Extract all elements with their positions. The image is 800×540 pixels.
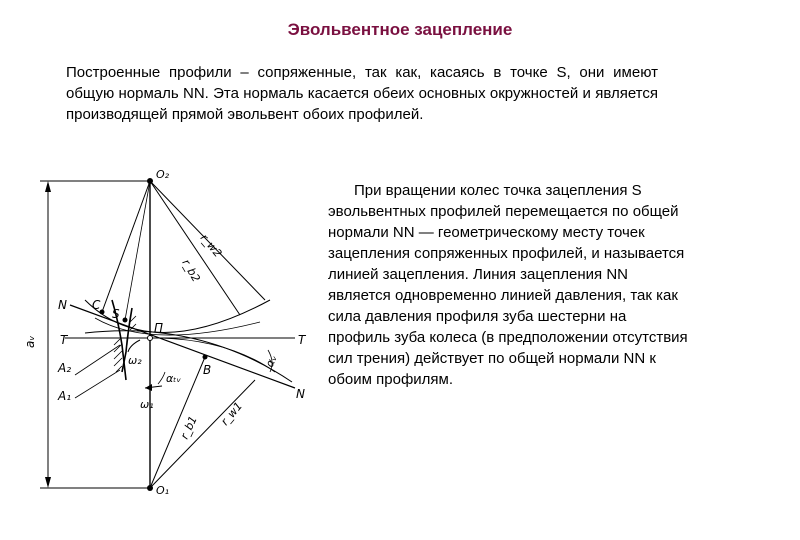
base-circle-lower-arc [160, 338, 275, 372]
label-aw: aᵥ [23, 335, 37, 348]
label-omega1: ω₁ [140, 398, 154, 411]
label-b: B [203, 363, 212, 377]
label-a1: A₁ [58, 389, 72, 403]
label-rw1: r_w1 [218, 399, 246, 428]
label-s: S [112, 307, 120, 321]
label-a2: A₂ [58, 361, 72, 375]
line-of-action-nn [70, 305, 295, 388]
label-o1: O₁ [156, 484, 170, 497]
angle-arc-alpha-tw [158, 372, 165, 384]
label-t-right: T [298, 333, 306, 347]
o2-to-c [102, 181, 150, 312]
side-paragraph [328, 180, 688, 390]
label-rb2: r_b2 [179, 257, 203, 285]
label-n-right: N [296, 387, 305, 401]
label-o2: O₂ [156, 168, 170, 181]
label-p: П [154, 321, 164, 335]
label-omega2: ω₂ [128, 354, 142, 367]
omega2-arrow [128, 340, 140, 352]
radius-rb2 [150, 181, 240, 315]
page-title: Эвольвентное зацепление [287, 20, 513, 39]
label-t-left: T [60, 333, 68, 347]
point-p [148, 336, 153, 341]
radius-rw1 [150, 380, 255, 488]
leader-a1 [75, 370, 120, 398]
leader-a2 [75, 345, 120, 375]
label-alpha-tw: αₜᵥ [166, 372, 182, 385]
involute-gearing-diagram [25, 160, 325, 505]
o2-to-s [125, 181, 150, 320]
label-c: C [92, 298, 101, 312]
intro-paragraph: Построенные профили – сопряженные, так как, касаясь в точке S, они имеют общую нормаль NN. Эта нормаль касается обеих основных окружностей и является производящей прямой эвольвент обоих профилей. [66, 64, 658, 123]
point-b [203, 355, 208, 360]
label-rb1: r_b1 [177, 414, 200, 442]
omega1-arrowhead [145, 384, 152, 391]
label-n-left: N [58, 298, 67, 312]
dim-arrow-top [45, 181, 51, 192]
side-text: При вращении колес точка зацепления S эвольвентных профилей перемещается по общей нормали NN — геометрическому месту точек зацепления сопряженных профилей, и называется линией зацепления. Линия зацепления NN является одновременно линией давления, так как сила давления профиля зуба шестерни на профиль зуба колеса (в предположении отсутствия сил трения) действует по общей нормали NN к обоим профилям. [328, 182, 688, 388]
label-rw2: r_w2 [197, 231, 225, 260]
dim-arrow-bottom [45, 477, 51, 488]
point-s [123, 318, 128, 323]
label-alpha-w: αᵥ [262, 353, 280, 370]
